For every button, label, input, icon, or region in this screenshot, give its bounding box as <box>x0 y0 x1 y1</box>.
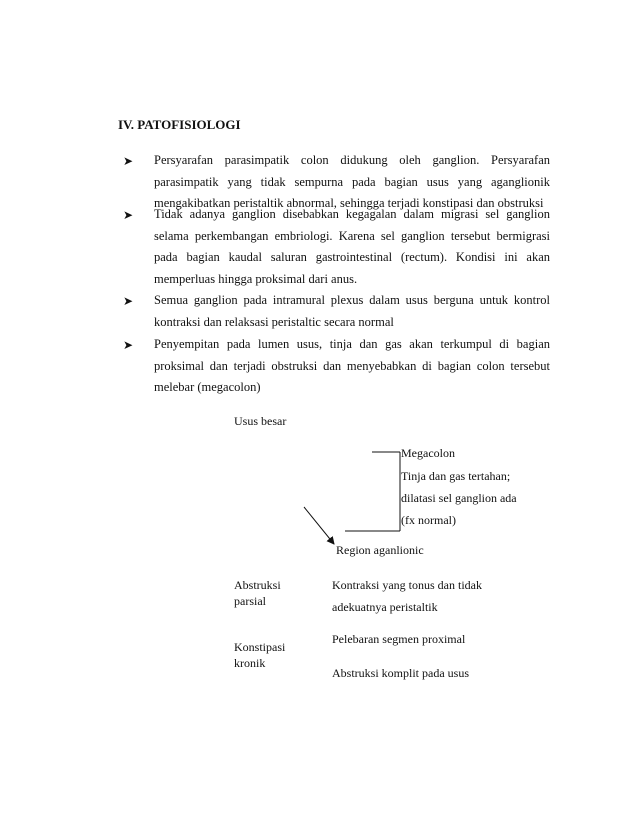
paragraph-line: proksimal dan terjadi obstruksi dan menyebabkan di bagian colon tersebut <box>154 358 550 373</box>
bullet-arrow-icon: ➤ <box>123 338 134 352</box>
konstipasi-label: Konstipasi <box>234 640 286 654</box>
paragraph-line: kontraksi dan relaksasi peristaltic secara normal <box>154 314 394 329</box>
paragraph-line: Penyempitan pada lumen usus, tinja dan gas akan terkumpul di bagian <box>154 337 550 351</box>
paragraph-line: mengakibatkan peristaltik abnormal, sehingga terjadi konstipasi dan obstruksi <box>154 196 544 210</box>
bullet-arrow-icon: ➤ <box>123 294 134 308</box>
pelebaran-label: Pelebaran segmen proximal <box>332 632 466 646</box>
section-heading: IV. PATOFISIOLOGI <box>118 117 241 132</box>
adekuatnya-label: adekuatnya peristaltik <box>332 600 438 614</box>
arrow-line <box>304 507 334 544</box>
region-label: Region aganlionic <box>336 543 424 557</box>
parsial-label: parsial <box>234 594 266 608</box>
usus-besar-label: Usus besar <box>234 414 287 428</box>
dilatasi-label: dilatasi sel ganglion ada <box>401 491 517 505</box>
paragraph-line: melebar (megacolon) <box>154 380 261 394</box>
paragraph-line: memperluas hingga proksimal dari anus. <box>154 271 358 286</box>
paragraph-line: Tidak adanya ganglion disebabkan kegagalan dalam migrasi sel ganglion <box>154 207 550 221</box>
paragraph-line: parasimpatik yang tidak sempurna pada bagian usus yang aganglionik <box>154 174 550 189</box>
kontraksi-label: Kontraksi yang tonus dan tidak <box>332 578 482 592</box>
paragraph-line: pada bagian kaudal saluran gastrointestinal (rectum). Kondisi ini akan <box>154 250 550 264</box>
paragraph-line: Semua ganglion pada intramural plexus dalam usus berguna untuk kontrol <box>154 293 550 307</box>
bullet-arrow-icon: ➤ <box>123 208 134 222</box>
kronik-label: kronik <box>234 656 266 670</box>
abstruksi-komplit-label: Abstruksi komplit pada usus <box>332 666 469 680</box>
abstruksi-label: Abstruksi <box>234 578 281 592</box>
bullet-arrow-icon: ➤ <box>123 154 134 168</box>
megacolon-label: Megacolon <box>401 446 455 460</box>
fx-normal-label: (fx normal) <box>401 513 456 527</box>
paragraph-line: Persyarafan parasimpatik colon didukung oleh ganglion. Persyarafan <box>154 153 550 167</box>
paragraph-line: selama perkembangan embriologi. Karena sel ganglion tersebut bermigrasi <box>154 228 550 243</box>
tinja-label: Tinja dan gas tertahan; <box>401 469 511 483</box>
